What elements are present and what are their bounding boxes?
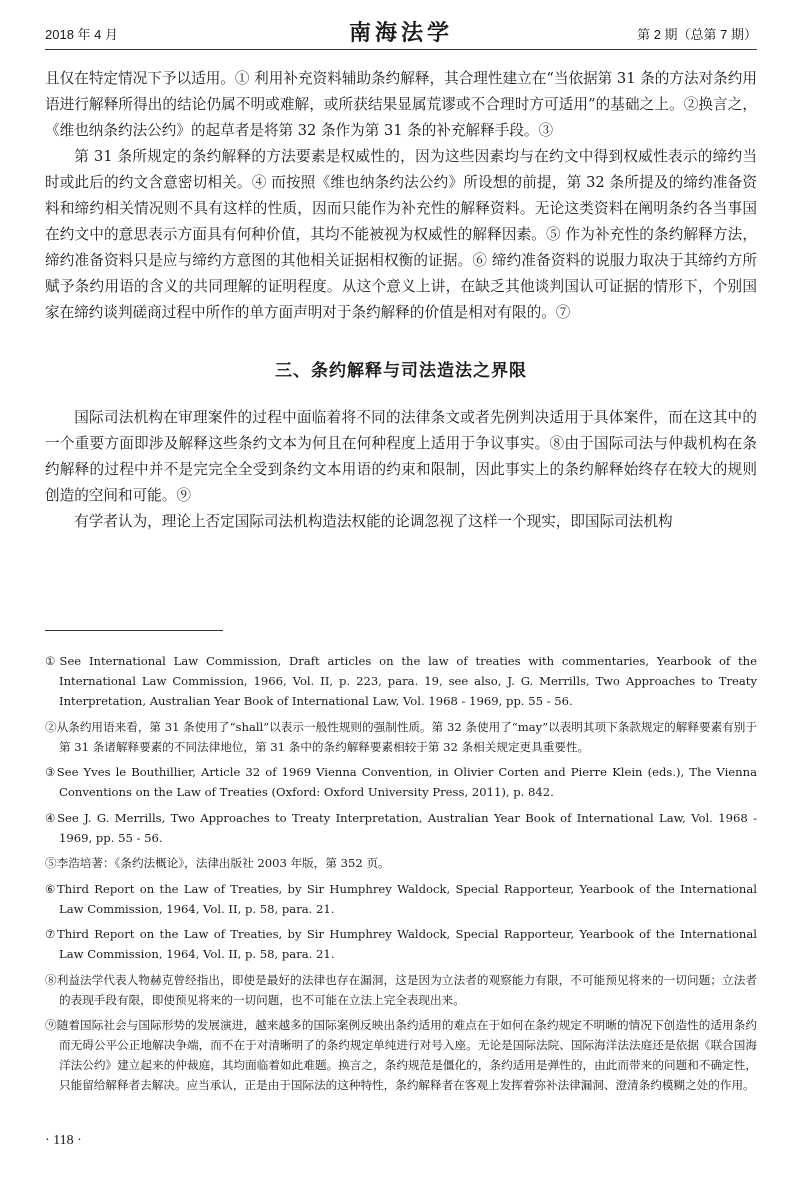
- footnote-mark: ⑦: [45, 927, 58, 941]
- footnote: [45, 1015, 757, 1095]
- footnote-text: 随着国际社会与国际形势的发展演进，越来越多的国际案例反映出条约适用的难点在于如何在条约规定不明晰的情况下创造性的适用条约而无碍公平公正地解决争端，而不在于对清晰明了的条约规定单纯进行对号入座。无论是国际法院、国际海洋法法庭还是依据《联合国海洋法公约》建立起来的仲裁庭，其均面临着如此难题。换言之，条约规范是僵化的，条约适用是弹性的，由此而带来的问题和不确定性，只能留给解释者去解决。应当承认，正是由于国际法的这种特性，条约解释者在客观上发挥着弥补法律漏洞、澄清条约模糊之处的作用。: [56, 1018, 757, 1092]
- footnote-mark: ④: [45, 810, 58, 825]
- page-number: · 118 ·: [45, 1133, 82, 1148]
- footnote-text: Third Report on the Law of Treaties, by Sir Humphrey Waldock, Special Rapporteur, Yearbook of the International Law Commission, 1964, Vol. II, p. 58, para. 21.: [57, 927, 757, 961]
- journal-title: 南海法学: [348, 20, 453, 46]
- footnote-mark: ⑨: [45, 1018, 57, 1032]
- footnote-mark: ⑥: [45, 881, 58, 896]
- header-issue: 第 2 期（总第 7 期）: [637, 27, 757, 42]
- footnote-text: 李浩培著：《条约法概论》，法律出版社 2003 年版，第 352 页。: [56, 856, 390, 870]
- footnote: [45, 717, 757, 757]
- footnotes: [45, 651, 757, 1101]
- body-paragraph: 第 31 条所规定的条约解释的方法要素是权威性的，因为这些因素均与在约文中得到权威性表示的缔约当时或此后的约文含意密切相关。④ 而按照《维也纳条约法公约》所设想的前提，第 32 条所提及的缔约准备资料和缔约相关情况则不具有这样的性质，因而只能作为补充性的解释资料。无论这类资料在阐明条约各当事国在约文中的意思表示方面具有何种价值，其均不能被视为权威性的解释因素。⑤ 作为补充性的条约解释方法，缔约准备资料只是应与缔约方意图的其他相关证据相权衡的证据。⑥ 缔约准备资料的说服力取决于其缔约方所赋予条约用语的含义的共同理解的证明程度。从这个意义上讲，在缺乏其他谈判国认可证据的情形下，个别国家在缔约谈判磋商过程中所作的单方面声明对于条约解释的价值是相对有限的。⑦: [45, 148, 757, 321]
- running-header: [45, 14, 757, 48]
- body-paragraph: 国际司法机构在审理案件的过程中面临着将不同的法律条文或者先例判决适用于具体案件，而在这其中的一个重要方面即涉及解释这些条约文本为何且在何种程度上适用于争议事实。⑧由于国际司法与仲裁机构在条约解释的过程中并不是完完全全受到条约文本用语的约束和限制，因此事实上的条约解释始终存在较大的规则创造的空间和可能。⑨: [45, 409, 757, 504]
- footnote-text: 利益法学代表人物赫克曾经指出，即使是最好的法律也存在漏洞，这是因为立法者的观察能力有限，不可能预见将来的一切问题；立法者的表现手段有限，即使预见将来的一切问题，也不可能在立法上完全表现出来。: [56, 972, 757, 1007]
- footnote-text: See International Law Commission, Draft articles on the law of treaties with commentaries, Yearbook of the International Law Commission, 1966, Vol. II, p. 223, para. 19, see also, J. G. Merrills, Two Approaches to Treaty Interpretation, Australian Year Book of International Law, Vol. 1968 - 1969, pp. 55 - 56.: [59, 654, 757, 708]
- body-paragraph: 有学者认为，理论上否定国际司法机构造法权能的论调忽视了这样一个现实，即国际司法机构: [74, 513, 673, 530]
- footnote-text: See J. G. Merrills, Two Approaches to Treaty Interpretation, Australian Year Book of International Law, Vol. 1968 - 1969, pp. 55 - 56.: [57, 810, 757, 845]
- footnote-mark: ①: [45, 654, 60, 668]
- footnote: [45, 762, 757, 802]
- footnote: [45, 651, 757, 711]
- footnote-divider: [45, 630, 223, 631]
- footnote: [45, 853, 757, 873]
- section-heading: 三、条约解释与司法造法之界限: [275, 361, 527, 381]
- footnote: [45, 970, 757, 1010]
- main-text: [45, 66, 757, 535]
- footnote: [45, 879, 757, 919]
- header-date: 2018 年 4 月: [45, 27, 118, 42]
- footnote-text: See Yves le Bouthillier, Article 32 of 1969 Vienna Convention, in Olivier Corten and Pierre Klein (eds.), The Vienna Conventions on the Law of Treaties (Oxford: Oxford University Press, 2011), p. 842.: [56, 765, 757, 799]
- header-divider: [45, 49, 757, 50]
- body-paragraph: 且仅在特定情况下予以适用。① 利用补充资料辅助条约解释，其合理性建立在“当依据第 31 条的方法对条约用语进行解释所得出的结论仍属不明或难解，或所获结果显属荒谬或不合理时方可适用”的基础之上。②换言之，《维也纳条约法公约》的起草者是将第 32 条作为第 31 条的补充解释手段。③: [45, 70, 757, 139]
- footnote-mark: ③: [45, 765, 57, 779]
- footnote-mark: ⑤: [45, 856, 57, 870]
- footnote: [45, 924, 757, 964]
- footnote-text: 从条约用语来看，第 31 条使用了“shall”以表示一般性规则的强制性质。第 32 条使用了“may”以表明其项下条款规定的解释要素有别于第 31 条诸解释要素的不同法律地位，第 31 条中的条约解释要素相较于第 32 条相关规定更具重要性。: [56, 719, 757, 754]
- footnote-text: Third Report on the Law of Treaties, by Sir Humphrey Waldock, Special Rapporteur, Yearbook of the International Law Commission, 1964, Vol. II, p. 58, para. 21.: [57, 881, 757, 916]
- footnote-mark: ⑧: [45, 972, 57, 987]
- journal-page: [45, 0, 757, 1178]
- footnote: [45, 808, 757, 848]
- footnote-mark: ②: [45, 719, 57, 734]
